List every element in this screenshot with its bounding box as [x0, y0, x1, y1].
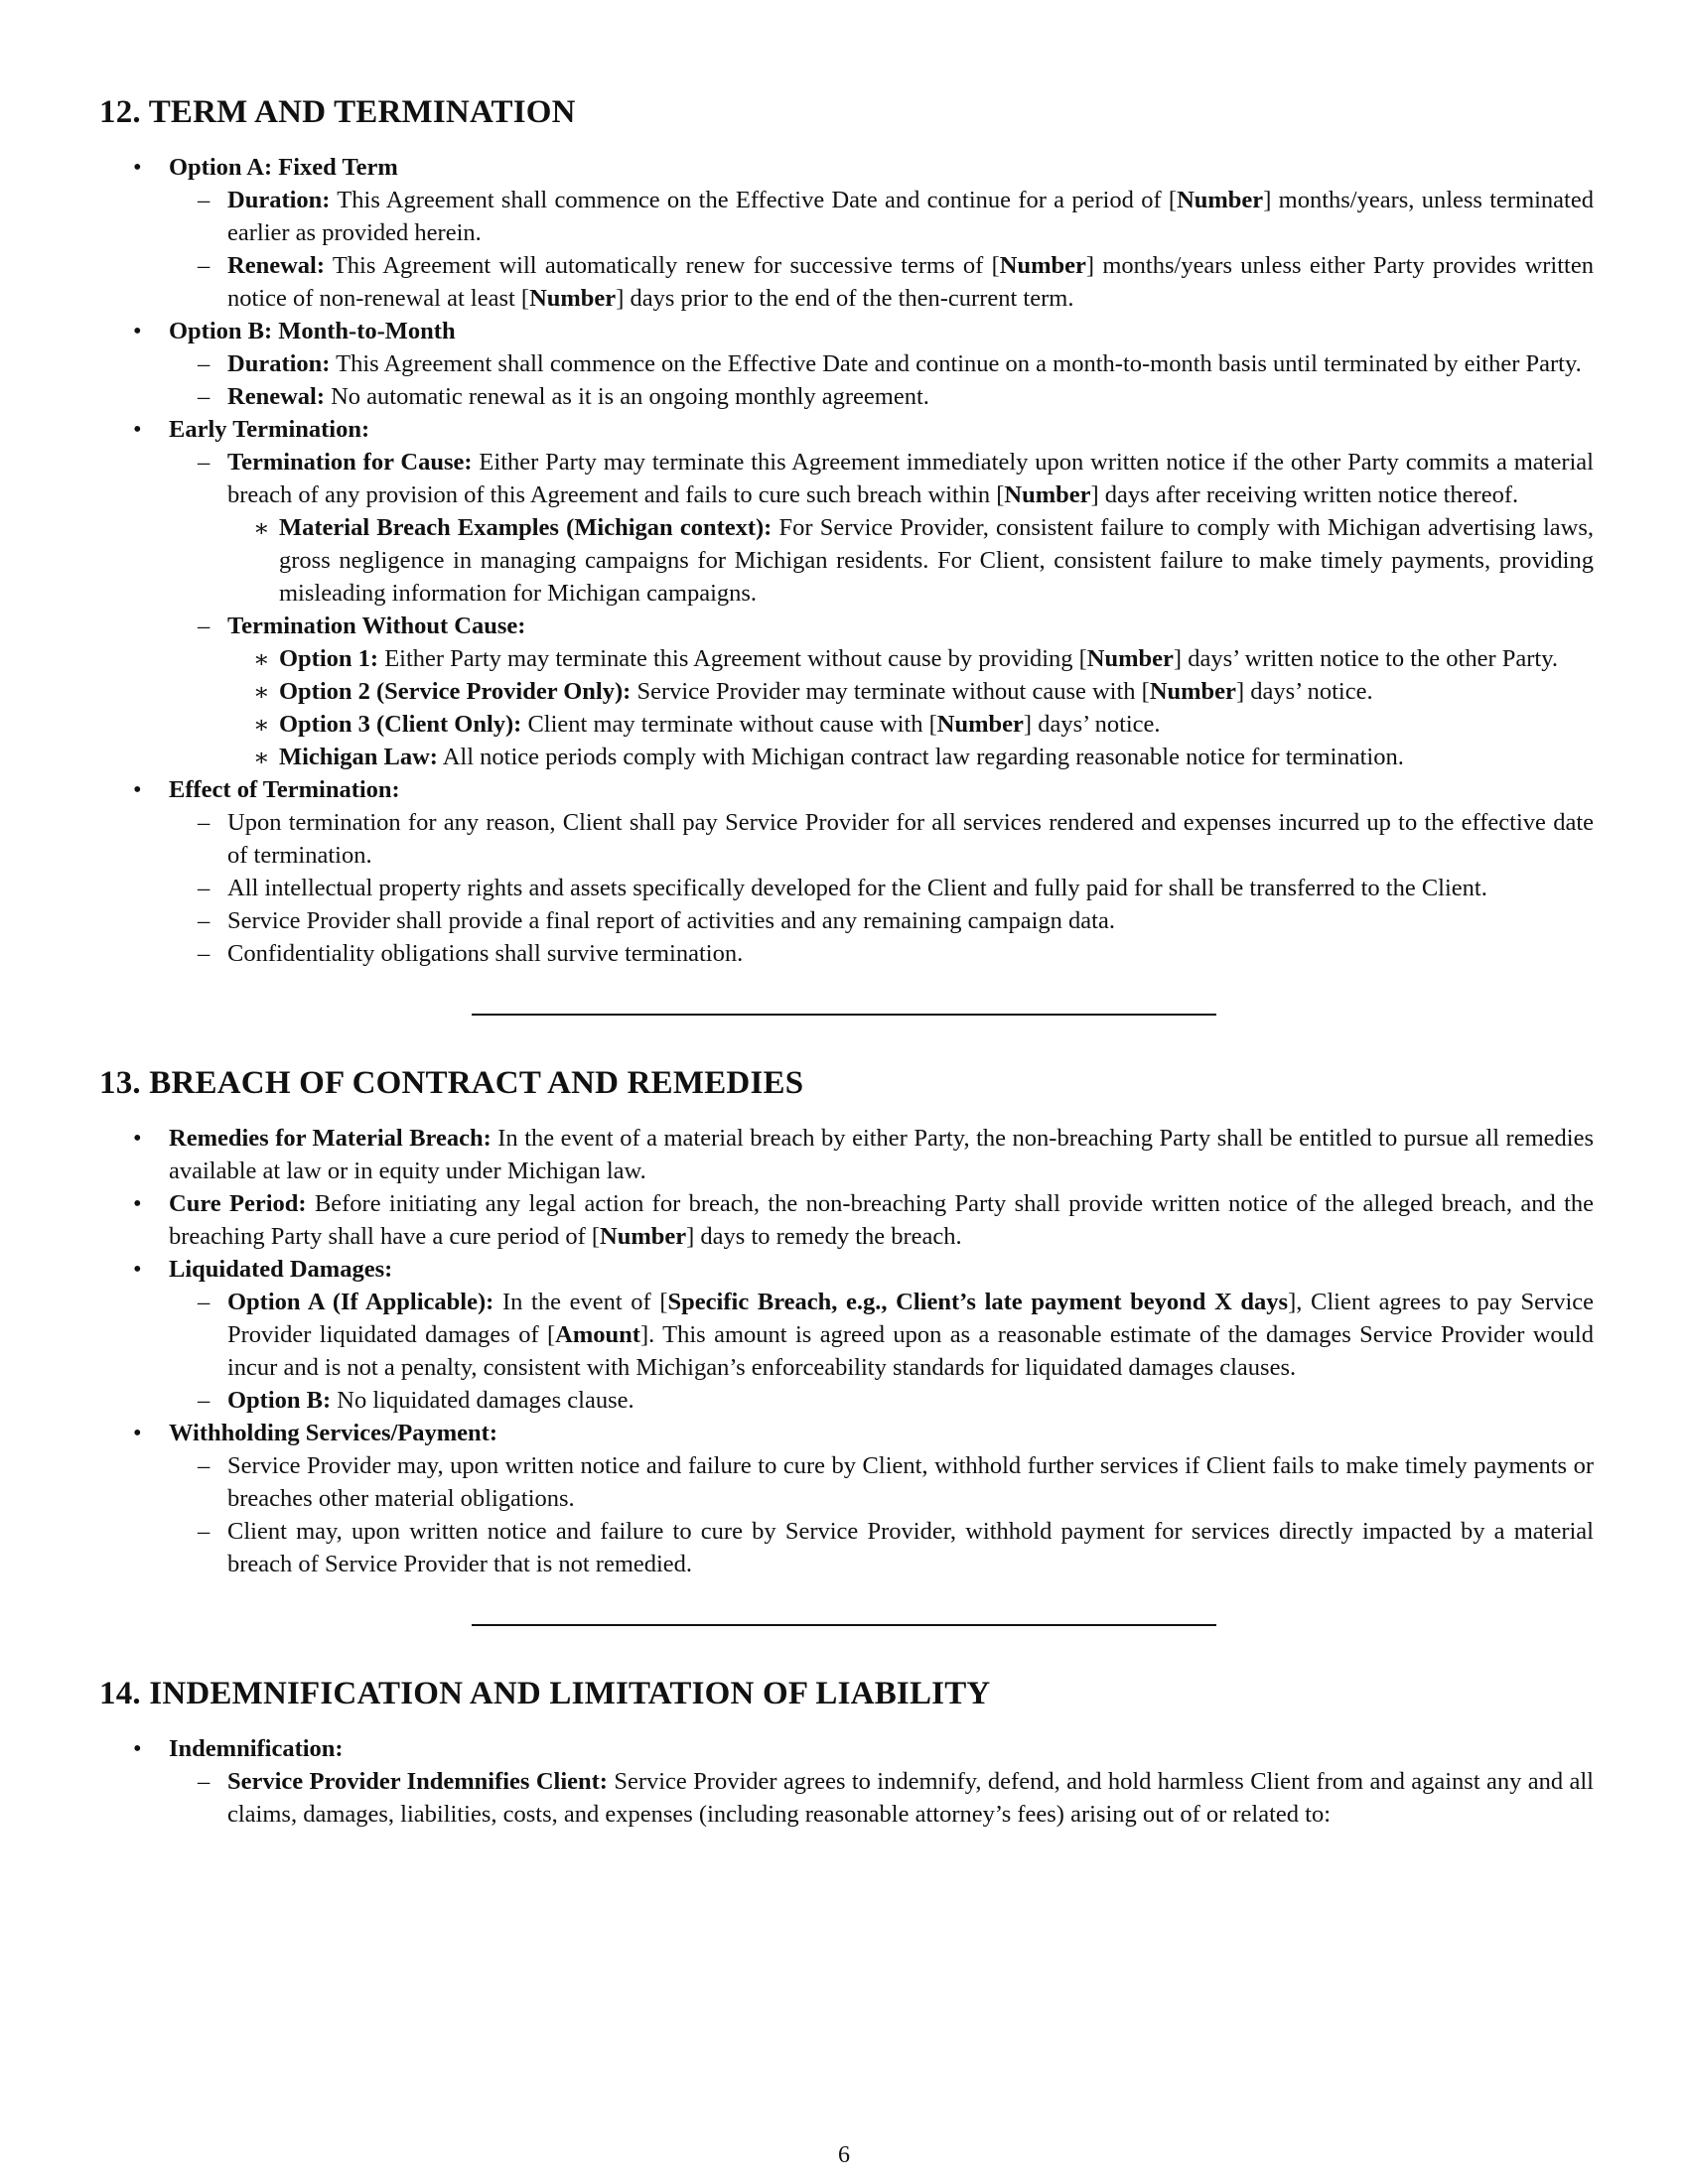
item-label: Cure Period: — [169, 1190, 307, 1217]
placeholder: Number — [999, 252, 1086, 279]
list-item: – Service Provider shall provide a final report of activities and any remaining campaign data. — [169, 904, 1594, 937]
list-item: – All intellectual property rights and assets specifically developed for the Client and fully paid for shall be transferred to the Client. — [169, 872, 1594, 904]
item-label: Withholding Services/Payment: — [169, 1420, 497, 1446]
placeholder: Amount — [555, 1321, 640, 1348]
list-item: – Confidentiality obligations shall survive termination. — [169, 937, 1594, 970]
item-label: Indemnification: — [169, 1735, 344, 1762]
item-label: Option A (If Applicable): — [227, 1289, 494, 1315]
list-item — [99, 1732, 1594, 1831]
item-label: Material Breach Examples (Michigan context): — [279, 514, 773, 541]
item-label: Renewal: — [227, 383, 325, 410]
list-item: – Duration: This Agreement shall commence on the Effective Date and continue for a period of [Number] months/years, unless terminated earlier as provided herein. — [169, 184, 1594, 249]
item-label: Effect of Termination: — [169, 776, 400, 803]
item-label: Option A: Fixed Term — [169, 154, 398, 181]
item-label: Liquidated Damages: — [169, 1256, 393, 1283]
list-item: ∗ Material Breach Examples (Michigan context): For Service Provider, consistent failure to comply with Michigan advertising laws, gross negligence in managing campaigns for Michigan residents. For Client, consistent failure to make timely payments, providing misleading information for Michigan campaigns. — [227, 511, 1594, 610]
item-label: Duration: — [227, 350, 331, 377]
item-label: Termination Without Cause: — [227, 613, 526, 639]
page-number: 6 — [838, 2142, 850, 2168]
list-item: ∗ Michigan Law: All notice periods comply with Michigan contract law regarding reasonable notice for termination. — [227, 741, 1594, 773]
horizontal-rule — [472, 1014, 1216, 1016]
item-label: Early Termination: — [169, 416, 370, 443]
section-13-list — [99, 1122, 1594, 1580]
list-item: – Duration: This Agreement shall commence on the Effective Date and continue on a month-to-month basis until terminated by either Party. — [169, 347, 1594, 380]
document-page — [99, 94, 1594, 1831]
placeholder: Number — [1004, 481, 1091, 508]
horizontal-rule — [472, 1624, 1216, 1626]
list-item — [169, 610, 1594, 773]
placeholder: Number — [1177, 187, 1264, 213]
item-label: Option 1: — [279, 645, 379, 672]
item-label: Remedies for Material Breach: — [169, 1125, 492, 1152]
item-label: Option 2 (Service Provider Only): — [279, 678, 632, 705]
list-item: ∗ Option 1: Either Party may terminate this Agreement without cause by providing [Number] days’ written notice to the other Party. — [227, 642, 1594, 675]
list-item: – Service Provider Indemnifies Client: Service Provider agrees to indemnify, defend, and hold harmless Client from and against any and all claims, damages, liabilities, costs, and expenses (including reasonable attorney’s fees) arising out of or related to: — [169, 1765, 1594, 1831]
placeholder: Specific Breach, e.g., Client’s late payment beyond X days — [667, 1289, 1289, 1315]
item-label: Option B: Month-to-Month — [169, 318, 456, 344]
list-item: – Renewal: This Agreement will automatically renew for successive terms of [Number] months/years unless either Party provides written notice of non-renewal at least [Number] days prior to the end of the then-current term. — [169, 249, 1594, 315]
list-item: ∗ Option 3 (Client Only): Client may terminate without cause with [Number] days’ notice. — [227, 708, 1594, 741]
placeholder: Number — [1086, 645, 1174, 672]
section-12 — [99, 94, 1594, 970]
list-item: – Client may, upon written notice and failure to cure by Service Provider, withhold payment for services directly impacted by a material breach of Service Provider that is not remedied. — [169, 1515, 1594, 1580]
placeholder: Number — [529, 285, 617, 312]
list-item: • Cure Period: Before initiating any legal action for breach, the non-breaching Party shall provide written notice of the alleged breach, and the breaching Party shall have a cure period of [Number] days to remedy the breach. — [99, 1187, 1594, 1253]
placeholder: Number — [1149, 678, 1236, 705]
section-14-title: 14. INDEMNIFICATION AND LIMITATION OF LIABILITY — [99, 1676, 991, 1711]
list-item: • Remedies for Material Breach: In the event of a material breach by either Party, the non-breaching Party shall be entitled to pursue all remedies available at law or in equity under Michigan law. — [99, 1122, 1594, 1187]
placeholder: Number — [936, 711, 1024, 738]
item-label: Renewal: — [227, 252, 325, 279]
item-label: Duration: — [227, 187, 331, 213]
list-item: – Option B: No liquidated damages clause. — [169, 1384, 1594, 1417]
list-item: – Termination for Cause: Either Party may terminate this Agreement immediately upon written notice if the other Party commits a material breach of any provision of this Agreement and fails to cure such breach within [Number] days after receiving written notice thereof. ∗ Material Breach Examples (Michigan context): For Service Provider, consistent failure to comply with Michigan advertising laws, gross negligence in managing campaigns for Michigan residents. For Client, consistent failure to make timely payments, providing misleading information for Michigan campaigns. — [169, 446, 1594, 610]
list-item: – Service Provider may, upon written notice and failure to cure by Client, withhold further services if Client fails to make timely payments or breaches other material obligations. — [169, 1449, 1594, 1515]
section-13 — [99, 1065, 1594, 1580]
item-label: Option B: — [227, 1387, 332, 1414]
list-item: – Option A (If Applicable): In the event of [Specific Breach, e.g., Client’s late payment beyond X days], Client agrees to pay Service Provider liquidated damages of [Amount]. This amount is agreed upon as a reasonable estimate of the damages Service Provider would incur and is not a penalty, consistent with Michigan’s enforceability standards for liquidated damages clauses. — [169, 1286, 1594, 1384]
item-label: Michigan Law: — [279, 744, 438, 770]
item-label: Option 3 (Client Only): — [279, 711, 522, 738]
list-item — [99, 413, 1594, 773]
list-item: – Renewal: No automatic renewal as it is an ongoing monthly agreement. — [169, 380, 1594, 413]
list-item: – Upon termination for any reason, Client shall pay Service Provider for all services rendered and expenses incurred up to the effective date of termination. — [169, 806, 1594, 872]
list-item — [99, 1417, 1594, 1580]
list-item — [99, 315, 1594, 413]
item-label: Termination for Cause: — [227, 449, 473, 476]
list-item — [99, 773, 1594, 970]
section-14 — [99, 1676, 1594, 1831]
placeholder: Number — [600, 1223, 687, 1250]
item-label: Service Provider Indemnifies Client: — [227, 1768, 608, 1795]
list-item — [99, 1253, 1594, 1417]
section-14-list — [99, 1732, 1594, 1831]
list-item — [99, 151, 1594, 315]
section-12-list — [99, 151, 1594, 970]
section-12-title: 12. TERM AND TERMINATION — [99, 94, 576, 130]
list-item: ∗ Option 2 (Service Provider Only): Service Provider may terminate without cause with [Number] days’ notice. — [227, 675, 1594, 708]
section-13-title: 13. BREACH OF CONTRACT AND REMEDIES — [99, 1065, 804, 1101]
